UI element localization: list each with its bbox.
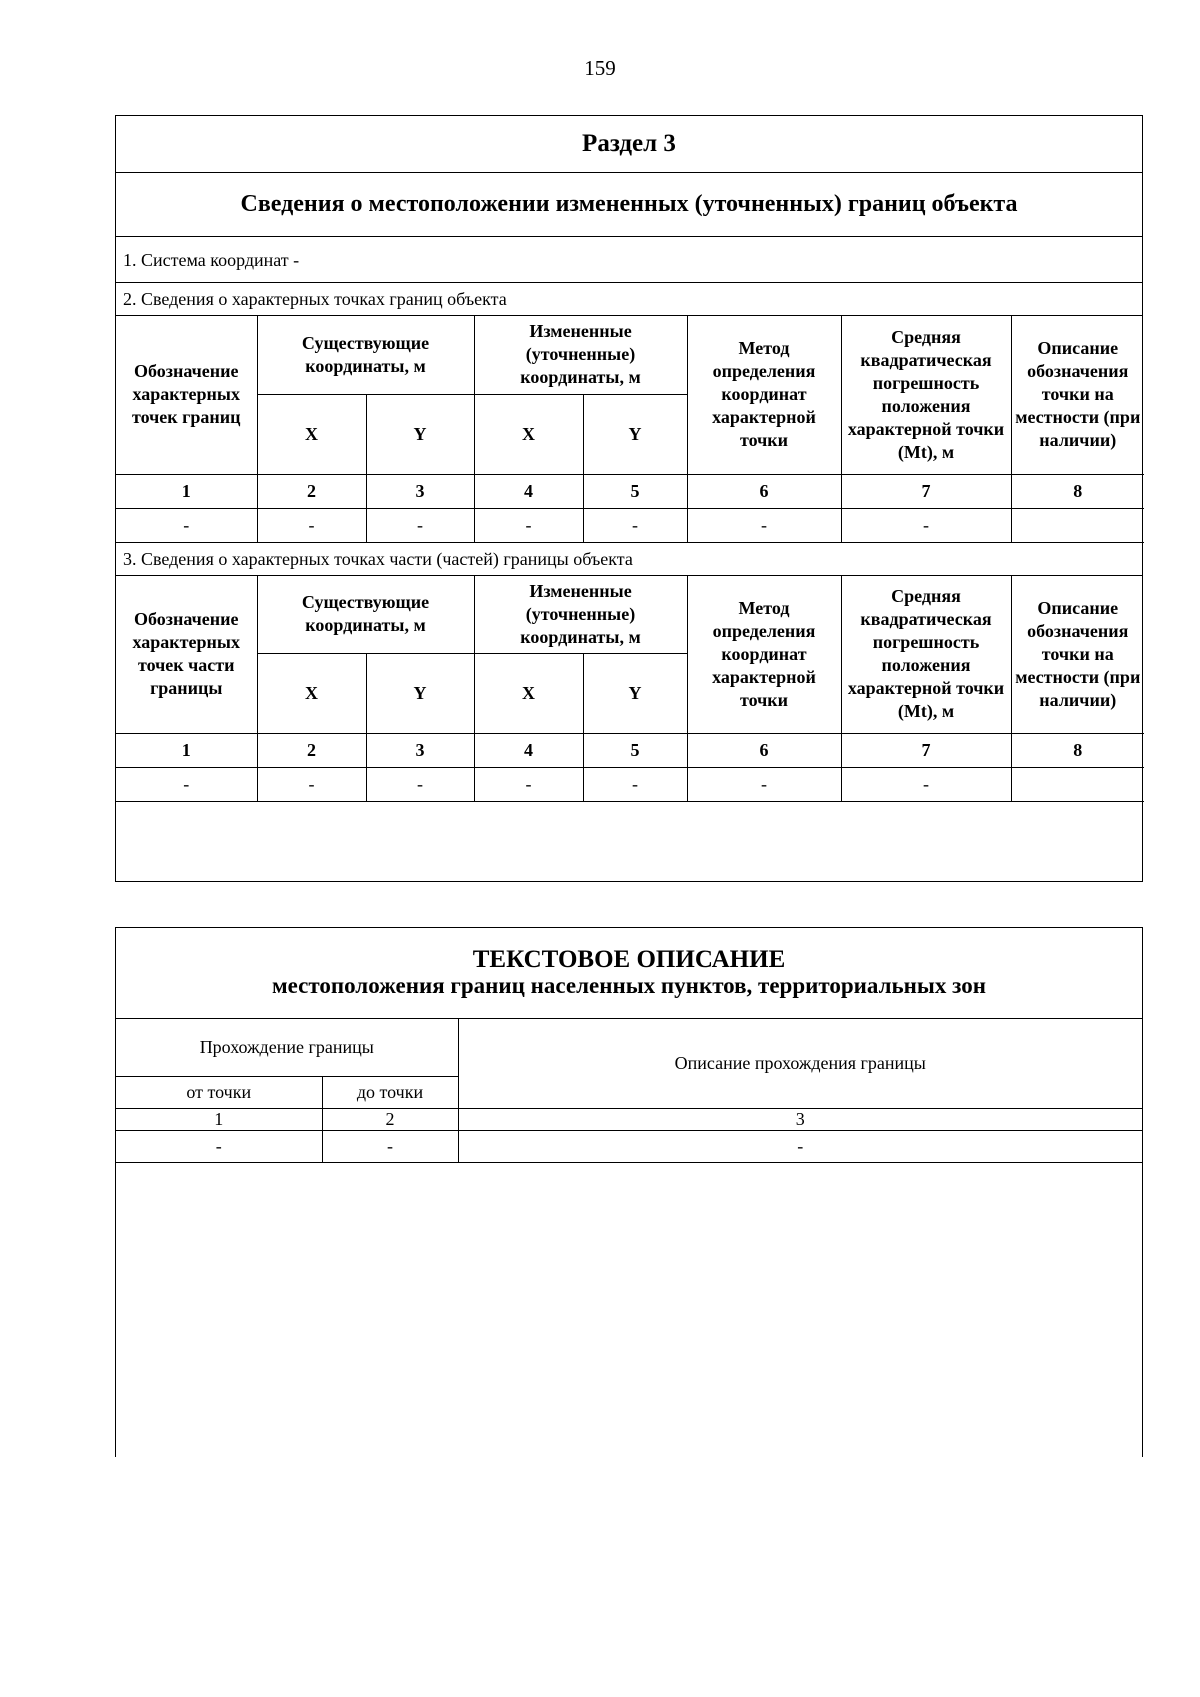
- table-cell: -: [841, 768, 1011, 802]
- header-boundary-passage: Прохождение границы: [116, 1019, 458, 1076]
- header-existing-coordinates: Существующие координаты, м: [257, 576, 474, 654]
- header-point-description: Описание обозначения точки на местности (при наличии): [1011, 316, 1144, 474]
- text-description-title: ТЕКСТОВОЕ ОПИСАНИЕ: [472, 946, 786, 973]
- table-cell: -: [474, 768, 583, 802]
- column-number: 3: [366, 474, 474, 508]
- column-number: 5: [583, 734, 687, 768]
- column-number: 6: [687, 474, 841, 508]
- column-number: 1: [116, 1108, 322, 1130]
- section-3-form: [115, 115, 1143, 882]
- column-number: 2: [322, 1108, 458, 1130]
- table-cell: -: [322, 1130, 458, 1162]
- table-row: [116, 1130, 1142, 1162]
- header-y: Y: [583, 394, 687, 474]
- column-number: 8: [1011, 734, 1144, 768]
- coordinate-system-line: 1. Система координат -: [116, 237, 1142, 283]
- header-mean-square-error: Средняя квадратическая погрешность положения характерной точки (Mt), м: [841, 316, 1011, 474]
- section-title: Раздел 3: [116, 116, 1142, 173]
- text-description-subtitle: местоположения границ населенных пунктов, территориальных зон: [272, 973, 986, 998]
- table-cell: -: [116, 768, 257, 802]
- header-point-designation: Обозначение характерных точек границ: [116, 316, 257, 474]
- header-point-designation: Обозначение характерных точек части границы: [116, 576, 257, 734]
- column-number: 1: [116, 734, 257, 768]
- column-number: 2: [257, 734, 366, 768]
- page-number: 159: [584, 56, 616, 80]
- table-cell: [1011, 508, 1144, 542]
- header-method: Метод определения координат характерной точки: [687, 576, 841, 734]
- table-cell: -: [583, 508, 687, 542]
- text-description-heading: [116, 928, 1142, 1019]
- column-number: 1: [116, 474, 257, 508]
- column-number: 2: [257, 474, 366, 508]
- table-row: [116, 508, 1144, 542]
- column-number: 4: [474, 474, 583, 508]
- boundary-part-points-table: [116, 576, 1144, 803]
- table-cell: -: [366, 768, 474, 802]
- column-number: 7: [841, 734, 1011, 768]
- table-row: [116, 768, 1144, 802]
- table-cell: -: [116, 508, 257, 542]
- column-number: 6: [687, 734, 841, 768]
- header-y: Y: [583, 654, 687, 734]
- column-number: 7: [841, 474, 1011, 508]
- boundary-points-table: [116, 316, 1144, 543]
- column-number: 3: [458, 1108, 1142, 1130]
- parts-heading: 3. Сведения о характерных точках части (частей) границы объекта: [116, 543, 1142, 576]
- boundary-passage-table: [116, 1019, 1142, 1163]
- table-cell: -: [458, 1130, 1142, 1162]
- header-changed-coordinates: Измененные (уточненные) координаты, м: [474, 576, 687, 654]
- column-number: 3: [366, 734, 474, 768]
- header-x: X: [257, 394, 366, 474]
- table-cell: -: [474, 508, 583, 542]
- header-x: X: [474, 394, 583, 474]
- table-cell: [1011, 768, 1144, 802]
- column-number: 4: [474, 734, 583, 768]
- header-y: Y: [366, 654, 474, 734]
- table-cell: -: [257, 508, 366, 542]
- section-subtitle: Сведения о местоположении измененных (уточненных) границ объекта: [116, 173, 1142, 237]
- header-passage-description: Описание прохождения границы: [458, 1019, 1142, 1108]
- header-changed-coordinates: Измененные (уточненные) координаты, м: [474, 316, 687, 394]
- header-to-point: до точки: [322, 1076, 458, 1108]
- table-cell: -: [841, 508, 1011, 542]
- header-x: X: [257, 654, 366, 734]
- table-cell: -: [687, 768, 841, 802]
- header-x: X: [474, 654, 583, 734]
- table-cell: -: [366, 508, 474, 542]
- table-cell: -: [687, 508, 841, 542]
- table-cell: -: [116, 1130, 322, 1162]
- header-method: Метод определения координат характерной точки: [687, 316, 841, 474]
- header-from-point: от точки: [116, 1076, 322, 1108]
- table-cell: -: [257, 768, 366, 802]
- header-existing-coordinates: Существующие координаты, м: [257, 316, 474, 394]
- column-number: 5: [583, 474, 687, 508]
- header-y: Y: [366, 394, 474, 474]
- header-mean-square-error: Средняя квадратическая погрешность положения характерной точки (Mt), м: [841, 576, 1011, 734]
- header-point-description: Описание обозначения точки на местности (при наличии): [1011, 576, 1144, 734]
- table-cell: -: [583, 768, 687, 802]
- text-description-form: [115, 927, 1143, 1457]
- column-number: 8: [1011, 474, 1144, 508]
- points-heading: 2. Сведения о характерных точках границ объекта: [116, 283, 1142, 316]
